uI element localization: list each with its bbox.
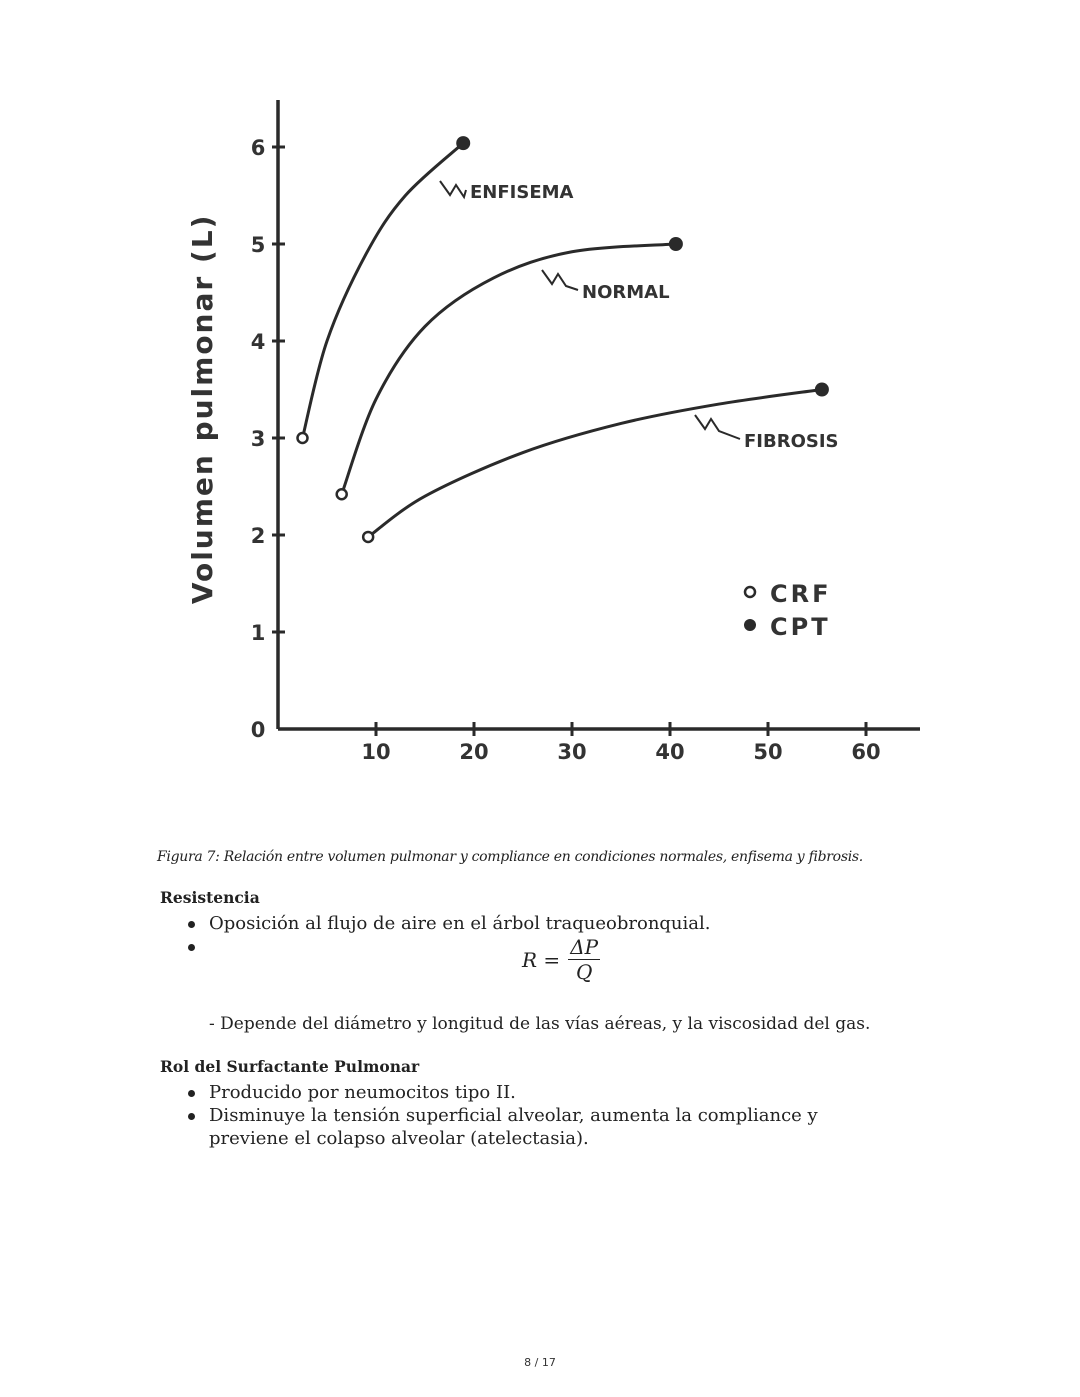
enfisema-cpt-point: [456, 136, 470, 150]
formula-denominator: Q: [575, 960, 593, 984]
fibrosis-pointer-arrow: [695, 415, 740, 439]
enfisema-crf-point: [298, 433, 308, 443]
enfisema-label: ENFISEMA: [470, 182, 574, 203]
y-tick-label: 2: [250, 524, 266, 548]
normal-crf-point: [337, 489, 347, 499]
fibrosis-cpt-point: [815, 383, 829, 397]
normal-cpt-point: [669, 237, 683, 251]
enfisema-pointer-arrow: [440, 181, 466, 197]
page-number: 8 / 17: [524, 1356, 556, 1369]
y-tick-label: 0: [250, 718, 266, 742]
y-tick-label: 3: [250, 427, 266, 451]
surfactante-list: [185, 1081, 885, 1150]
legend-cpt-marker: [744, 619, 756, 631]
legend-crf-marker: [745, 587, 755, 597]
list-item: Oposición al flujo de aire en el árbol traqueobronquial.: [185, 912, 885, 935]
normal-label: NORMAL: [582, 282, 670, 303]
y-tick-label: 1: [250, 621, 266, 645]
list-item: Producido por neumocitos tipo II.: [185, 1081, 885, 1104]
fibrosis-crf-point: [363, 532, 373, 542]
compliance-chart: [150, 85, 940, 825]
x-tick-label: 10: [361, 740, 391, 764]
list-item: Disminuye la tensión superficial alveolar, aumenta la compliance y previene el colapso alveolar (atelectasia).: [185, 1104, 885, 1150]
formula-numerator: ΔP: [570, 935, 599, 959]
formula-fraction: [568, 935, 600, 984]
fibrosis-label: FIBROSIS: [744, 431, 839, 452]
fibrosis-curve: [368, 390, 822, 537]
resistance-note: - Depende del diámetro y longitud de las vías aéreas, y la viscosidad del gas.: [209, 1014, 871, 1034]
legend-label-crf: CRF: [770, 580, 832, 608]
legend-label-cpt: CPT: [770, 613, 831, 641]
y-axis-label: Volumen pulmonar (L): [186, 213, 219, 605]
x-tick-label: 20: [459, 740, 489, 764]
resistance-formula: [522, 935, 600, 984]
x-tick-label: 60: [851, 740, 881, 764]
y-tick-label: 5: [250, 233, 266, 257]
formula-lhs: R =: [522, 947, 561, 972]
x-tick-label: 40: [655, 740, 685, 764]
y-tick-label: 4: [250, 330, 266, 354]
section-heading-surfactante: Rol del Surfactante Pulmonar: [160, 1057, 420, 1076]
figure-caption: Figura 7: Relación entre volumen pulmonar y compliance en condiciones normales, enfisema y fibrosis.: [157, 849, 863, 865]
section-heading-resistencia: Resistencia: [160, 888, 260, 907]
normal-pointer-arrow: [542, 270, 578, 290]
y-tick-label: 6: [250, 136, 266, 160]
x-tick-label: 50: [753, 740, 783, 764]
enfisema-curve: [303, 143, 464, 438]
x-tick-label: 30: [557, 740, 587, 764]
